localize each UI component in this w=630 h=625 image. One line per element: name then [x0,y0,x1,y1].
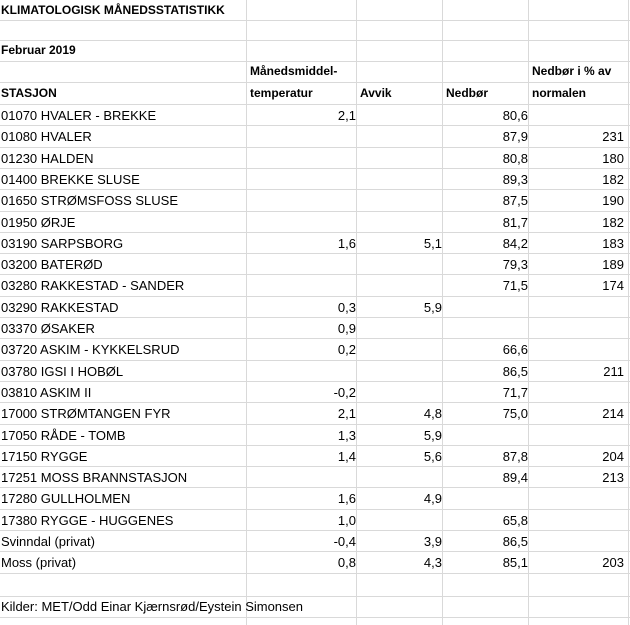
temperature-deviation: 5,9 [423,428,442,443]
station-name: 03200 BATERØD [1,257,103,272]
station-name: 17280 GULLHOLMEN [1,491,131,506]
precip-percent-normal: 174 [602,278,624,293]
precipitation: 80,8 [502,151,528,166]
gridline [246,0,247,625]
precipitation [446,318,528,339]
mean-temperature: 0,8 [337,555,356,570]
header-temp-line2: temperatur [250,86,313,100]
station-name: 01650 STRØMSFOSS SLUSE [1,193,179,208]
precipitation: 87,9 [502,129,528,144]
mean-temperature: 0,2 [337,342,356,357]
precip-percent-normal [532,488,624,509]
mean-temperature [250,275,356,296]
mean-temperature: 2,1 [337,406,356,421]
mean-temperature [250,361,356,382]
mean-temperature: 1,3 [337,428,356,443]
station-name: 17150 RYGGE [1,449,88,464]
temperature-deviation [360,105,442,126]
precip-percent-normal: 182 [602,172,624,187]
station-name: 03280 RAKKESTAD - SANDER [1,278,185,293]
precip-percent-normal [532,510,624,531]
station-name: 01230 HALDEN [1,151,94,166]
station-name: 03190 SARPSBORG [1,236,124,251]
temperature-deviation: 5,1 [423,236,442,251]
header-precip: Nedbør [446,86,488,100]
mean-temperature [250,212,356,233]
precip-percent-normal: 189 [602,257,624,272]
precip-percent-normal: 203 [602,555,624,570]
temperature-deviation [360,361,442,382]
precipitation: 80,6 [502,108,528,123]
temperature-deviation: 5,6 [423,449,442,464]
gridline [0,573,630,574]
station-name: 17380 RYGGE - HUGGENES [1,513,174,528]
precipitation [446,425,528,446]
sheet-title: KLIMATOLOGISK MÅNEDSSTATISTIKK [1,3,225,17]
precipitation: 81,7 [502,215,528,230]
temperature-deviation [360,318,442,339]
mean-temperature [250,254,356,275]
mean-temperature: 0,9 [337,321,356,336]
precip-percent-normal: 183 [602,236,624,251]
station-name: 03720 ASKIM - KYKKELSRUD [1,342,180,357]
mean-temperature: 1,0 [337,513,356,528]
precip-percent-normal: 180 [602,151,624,166]
station-name: 17251 MOSS BRANNSTASJON [1,470,188,485]
gridline [442,0,443,625]
station-name: 01400 BREKKE SLUSE [1,172,140,187]
precipitation [446,488,528,509]
precipitation [446,297,528,318]
temperature-deviation [360,212,442,233]
precipitation: 89,4 [502,470,528,485]
mean-temperature: 1,6 [337,236,356,251]
station-name: 01070 HVALER - BREKKE [1,108,157,123]
temperature-deviation [360,169,442,190]
mean-temperature [250,148,356,169]
temperature-deviation [360,382,442,403]
precip-percent-normal: 182 [602,215,624,230]
precip-percent-normal [532,318,624,339]
gridline [628,0,629,625]
temperature-deviation: 3,9 [423,534,442,549]
precipitation: 75,0 [502,406,528,421]
station-name: 01950 ØRJE [1,215,76,230]
period-label: Februar 2019 [1,43,76,57]
precipitation: 87,5 [502,193,528,208]
temperature-deviation [360,467,442,488]
precipitation: 85,1 [502,555,528,570]
precip-percent-normal: 214 [602,406,624,421]
temperature-deviation [360,510,442,531]
precip-percent-normal: 204 [602,449,624,464]
gridline [356,0,357,625]
precip-percent-normal [532,531,624,552]
mean-temperature: 1,6 [337,491,356,506]
station-name: 17050 RÅDE - TOMB [1,428,126,443]
station-name: 03810 ASKIM II [1,385,92,400]
precip-percent-normal: 213 [602,470,624,485]
temperature-deviation [360,339,442,360]
station-name: 03370 ØSAKER [1,321,95,336]
precip-percent-normal: 211 [603,364,624,379]
precipitation: 89,3 [502,172,528,187]
precip-percent-normal [532,425,624,446]
mean-temperature: 2,1 [337,108,356,123]
header-station: STASJON [1,86,57,100]
station-name: Svinndal (privat) [1,534,95,549]
precipitation: 86,5 [502,364,528,379]
temperature-deviation: 4,9 [423,491,442,506]
precip-percent-normal [532,382,624,403]
mean-temperature: -0,2 [333,385,356,400]
temperature-deviation: 4,3 [423,555,442,570]
precip-percent-normal [532,297,624,318]
header-pct-line2: normalen [532,86,587,100]
header-pct-line1: Nedbør i % av [532,64,612,78]
temperature-deviation [360,275,442,296]
precipitation: 87,8 [502,449,528,464]
mean-temperature: 0,3 [337,300,356,315]
precipitation: 84,2 [502,236,528,251]
precipitation: 71,7 [502,385,528,400]
temperature-deviation: 5,9 [423,300,442,315]
gridline [528,0,529,625]
precip-percent-normal [532,339,624,360]
station-name: Moss (privat) [1,555,77,570]
temperature-deviation [360,190,442,211]
header-deviation: Avvik [360,86,392,100]
station-name: 17000 STRØMTANGEN FYR [1,406,171,421]
source-note: Kilder: MET/Odd Einar Kjærnsrød/Eystein Simonsen [1,599,303,614]
precipitation: 86,5 [502,534,528,549]
precip-percent-normal: 231 [602,129,624,144]
mean-temperature [250,190,356,211]
temperature-deviation [360,148,442,169]
temperature-deviation: 4,8 [423,406,442,421]
precipitation: 79,3 [502,257,528,272]
mean-temperature: 1,4 [337,449,356,464]
temperature-deviation [360,126,442,147]
precipitation: 71,5 [502,278,528,293]
temperature-deviation [360,254,442,275]
precipitation: 66,6 [502,342,528,357]
gridline [0,617,630,618]
precip-percent-normal [532,105,624,126]
station-name: 03780 IGSI I HOBØL [1,364,124,379]
station-name: 01080 HVALER [1,129,92,144]
station-name: 03290 RAKKESTAD [1,300,119,315]
mean-temperature [250,169,356,190]
precip-percent-normal: 190 [602,193,624,208]
mean-temperature: -0,4 [333,534,356,549]
mean-temperature [250,126,356,147]
mean-temperature [250,467,356,488]
precipitation: 65,8 [502,513,528,528]
header-temp-line1: Månedsmiddel- [250,64,338,78]
